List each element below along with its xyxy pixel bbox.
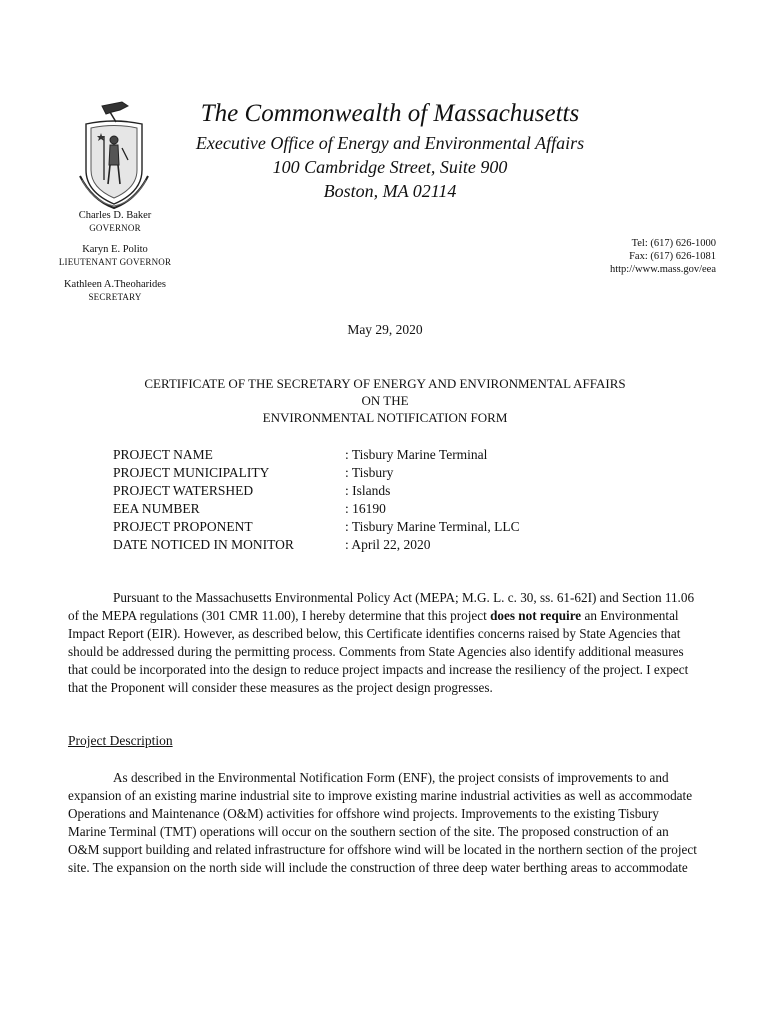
street-address: 100 Cambridge Street, Suite 900 — [272, 157, 508, 177]
project-description-paragraph — [68, 769, 698, 877]
official-name: Kathleen A.Theoharides — [63, 279, 167, 290]
project-fields — [113, 446, 520, 554]
heading-line-3: ENVIRONMENTAL NOTIFICATION FORM — [262, 410, 508, 425]
phone-number: Tel: (617) 626-1000 — [631, 238, 716, 249]
field-label: EEA NUMBER — [113, 501, 200, 516]
heading-line-1: CERTIFICATE OF THE SECRETARY OF ENERGY AND ENVIRONMENTAL AFFAIRS — [144, 376, 626, 391]
commonwealth-title: The Commonwealth of Massachusetts — [200, 100, 580, 127]
field-value: : Tisbury — [345, 465, 394, 480]
field-value: : Tisbury Marine Terminal, LLC — [345, 519, 520, 534]
certificate-heading — [0, 375, 770, 426]
paragraph-text: Pursuant to the Massachusetts Environmental Policy Act (MEPA; M.G. L. c. 30, ss. 61-62I) and Section 11.06 of the MEPA regulations (301 CMR 11.00), I hereby determine that this project — [68, 590, 695, 623]
field-value: : 16190 — [345, 501, 386, 516]
paragraph-text: an Environmental Impact Report (EIR). However, as described below, this Certificate identifies concerns raised by State Agencies that should be addressed during the permitting process. Comments from State Agencies also identify additional measures that could be incorporated into the design to reduce project impacts and increase the resiliency of the project. I expect that the Proponent will consider these measures as the project design progresses. — [68, 608, 689, 695]
official-name: Karyn E. Polito — [82, 244, 148, 255]
field-label: DATE NOTICED IN MONITOR — [113, 537, 294, 552]
field-row — [113, 482, 520, 500]
field-row — [113, 500, 520, 518]
official-lieutenant-governor — [40, 244, 190, 268]
field-row — [113, 518, 520, 536]
city-address: Boston, MA 02114 — [323, 181, 457, 201]
heading-line-2: ON THE — [361, 393, 409, 408]
website-link[interactable]: http://www.mass.gov/eea — [609, 264, 716, 275]
document-date: May 29, 2020 — [347, 322, 423, 337]
contact-block — [516, 237, 716, 276]
field-value: : April 22, 2020 — [345, 537, 431, 552]
official-title: SECRETARY — [88, 292, 142, 302]
field-label: PROJECT NAME — [113, 447, 213, 462]
field-label: PROJECT PROPONENT — [113, 519, 253, 534]
paragraph-text: As described in the Environmental Notification Form (ENF), the project consists of improvements to and expansion of an existing marine industrial site to improve existing marine industrial activities as well as accommodate Operations and Maintenance (O&M) activities for offshore wind projects. Improvements to the existing Tisbury Marine Terminal (TMT) operations will occur on the southern section of the site. The proposed construction of an O&M support building and related infrastructure for offshore wind will be located in the northern section of the project site. The expansion on the north side will include the construction of three deep water berthing areas to accommodate — [68, 770, 697, 875]
field-row — [113, 536, 520, 554]
determination-emphasis: does not require — [490, 608, 582, 623]
official-title: GOVERNOR — [89, 223, 141, 233]
official-title: LIEUTENANT GOVERNOR — [58, 257, 172, 267]
field-label: PROJECT MUNICIPALITY — [113, 465, 270, 480]
office-name: Executive Office of Energy and Environmental Affairs — [195, 133, 585, 153]
field-row — [113, 464, 520, 482]
official-governor — [40, 210, 190, 234]
section-title-project-description: Project Description — [68, 733, 173, 748]
field-value: : Islands — [345, 483, 391, 498]
field-label: PROJECT WATERSHED — [113, 483, 254, 498]
determination-paragraph — [68, 589, 698, 697]
field-row — [113, 446, 520, 464]
fax-number: Fax: (617) 626-1081 — [629, 251, 716, 262]
field-value: : Tisbury Marine Terminal — [345, 447, 488, 462]
official-name: Charles D. Baker — [78, 210, 152, 221]
official-secretary — [40, 279, 190, 303]
